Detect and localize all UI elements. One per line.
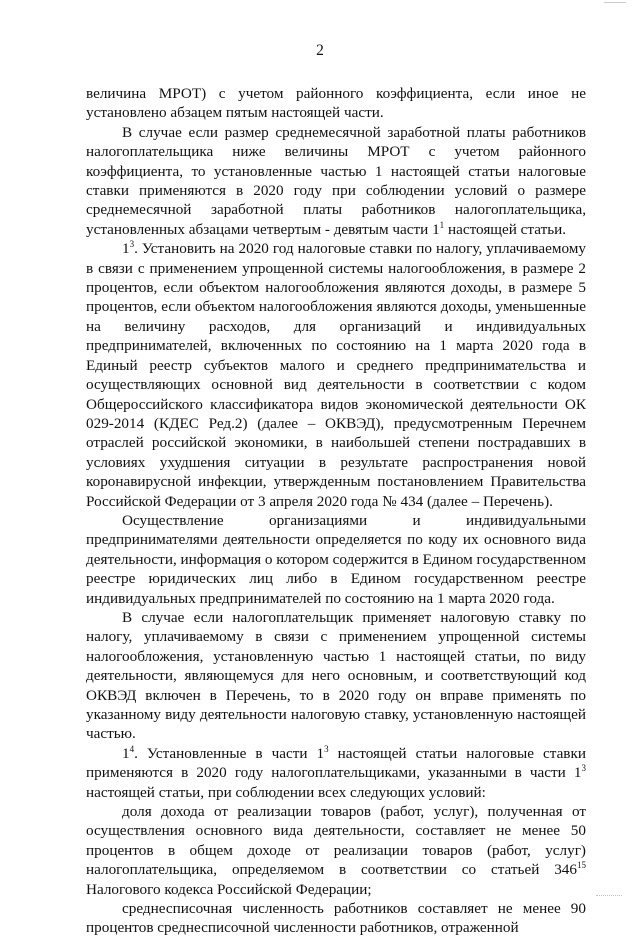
paragraph-text: величина МРОТ) с учетом районного коэффициента, если иное не установлено абзацем пятым настоящей части. bbox=[86, 85, 586, 122]
part-number: 1 bbox=[122, 744, 130, 762]
paragraph-mrot-condition bbox=[86, 123, 586, 239]
paragraph-text: настоящей статьи, при соблюдении всех следующих условий: bbox=[86, 783, 486, 801]
paragraph-text: среднесписочная численность работников составляет не менее 90 процентов среднесписочной численности работников, отраженной bbox=[86, 900, 586, 937]
scan-corner-mark-bottom bbox=[596, 895, 622, 899]
paragraph-text: . Установить на 2020 год налоговые ставки по налогу, уплачиваемому в связи с применением упрощенной системы налогообложения, в размере 2 процентов, если объектом налогообложения являются доходы, в размере 5 процентов, если объектом налогообложения являются доходы, уменьшенные на величину расходов, для организаций и индивидуальных предпринимателей, включенных по состоянию на 1 марта 2020 года в Единый реестр субъектов малого и среднего предпринимательства и осуществляющих основной вид деятельности в соответствии с кодом Общероссийского классификатора видов экономической деятельности ОК 029-2014 (КДЕС Ред.2) (далее – ОКВЭД), предусмотренным Перечнем отраслей российской экономики, в наибольшей степени пострадавших в условиях ухудшения ситуации в результате распространения новой коронавирусной инфекции, утвержденным постановлением Правительства Российской Федерации от 3 апреля 2020 года № 434 (далее – Перечень). bbox=[86, 240, 586, 510]
paragraph-text: . Установленные в части 1 bbox=[134, 744, 325, 762]
document-body bbox=[86, 84, 586, 938]
paragraph-part-1-3 bbox=[86, 239, 586, 511]
superscript: 4 bbox=[129, 743, 135, 754]
superscript: 3 bbox=[324, 743, 329, 754]
paragraph-text: настоящей статьи налоговые ставки применяются в 2020 году налогоплательщиками, указанными в части 1 bbox=[86, 744, 586, 782]
scan-corner-mark-top bbox=[604, 2, 626, 7]
paragraph-continuation bbox=[86, 84, 586, 123]
page-number: 2 bbox=[316, 42, 324, 59]
paragraph-text: Осуществление организациями и индивидуальными предпринимателями деятельности определяется по коду их основного вида деятельности, информация о котором содержится в Едином государственном реестре юридических лиц либо в Едином государственном реестре индивидуальных предпринимателей по состоянию на 1 марта 2020 года. bbox=[86, 511, 586, 607]
paragraph-text: настоящей статьи. bbox=[444, 220, 567, 238]
paragraph-condition-income-share bbox=[86, 802, 586, 899]
paragraph-part-1-4 bbox=[86, 744, 586, 802]
superscript: 3 bbox=[129, 239, 135, 250]
part-number: 1 bbox=[122, 240, 130, 258]
paragraph-text: В случае если размер среднемесячной заработной платы работников налогоплательщика ниже величины МРОТ с учетом районного коэффициента, то установленные частью 1 настоящей статьи налоговые ставки применяются в 2020 году при соблюдении условий о размере среднемесячной заработной платы работников налогоплательщика, установленных абзацами четвертым - девятым части 1 bbox=[86, 123, 586, 238]
paragraph-rate-choice bbox=[86, 608, 586, 744]
paragraph-activity-definition bbox=[86, 511, 586, 608]
paragraph-text: В случае если налогоплательщик применяет налоговую ставку по налогу, уплачиваемому в связи с применением упрощенной системы налогообложения, установленную частью 1 настоящей статьи, по виду деятельности, являющемуся для него основным, и соответствующий код ОКВЭД включен в Перечень, то в 2020 году он вправе применять по указанному виду деятельности налоговую ставку, установленную настоящей частью. bbox=[86, 608, 586, 743]
superscript: 1 bbox=[439, 219, 445, 230]
superscript: 15 bbox=[577, 860, 586, 871]
paragraph-text: доля дохода от реализации товаров (работ, услуг), полученная от осуществления основного вида деятельности, составляет не менее 50 процентов в общем доходе от реализации товаров (работ, услуг) налогоплательщика, определяемом в соответствии со статьей 346 bbox=[86, 803, 586, 879]
paragraph-text: Налогового кодекса Российской Федерации; bbox=[86, 880, 372, 898]
superscript: 3 bbox=[581, 763, 586, 774]
